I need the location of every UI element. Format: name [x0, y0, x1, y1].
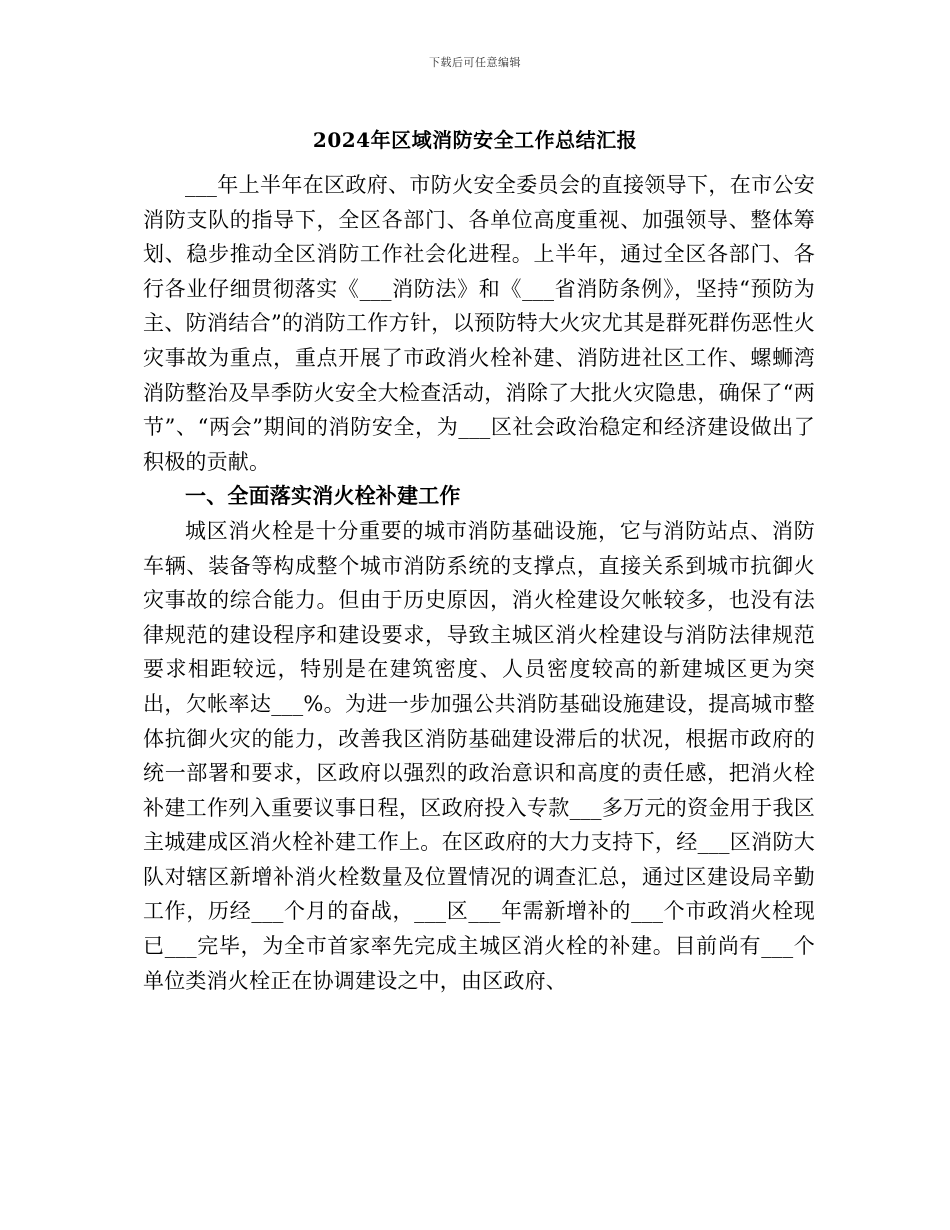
section-1-paragraph: 城区消火栓是十分重要的城市消防基础设施，它与消防站点、消防车辆、装备等构成整个城市消防系统的支撑点，直接关系到城市抗御火灾事故的综合能力。但由于历史原因，消火栓建设欠帐较多，也没有法律规范的建设程序和建设要求，导致主城区消火栓建设与消防法律规范要求相距较远，特别是在建筑密度、人员密度较高的新建城区更为突出，欠帐率达___%。为进一步加强公共消防基础设施建设，提高城市整体抗御火灾的能力，改善我区消防基础建设滞后的状况，根据市政府的统一部署和要求，区政府以强烈的政治意识和高度的责任感，把消火栓补建工作列入重要议事日程，区政府投入专款___多万元的资金用于我区主城建成区消火栓补建工作上。在区政府的大力支持下，经___区消防大队对辖区新增补消火栓数量及位置情况的调查汇总，通过区建设局辛勤工作，历经___个月的奋战，___区___年需新增补的___个市政消火栓现已___完毕，为全市首家率先完成主城区消火栓的补建。目前尚有___个单位类消火栓正在协调建设之中，由区政府、 [143, 518, 815, 993]
document-body [143, 168, 815, 998]
download-note: 下载后可任意编辑 [429, 56, 521, 69]
document-title: 2024年区域消防安全工作总结汇报 [312, 128, 638, 152]
intro-paragraph: ___年上半年在区政府、市防火安全委员会的直接领导下，在市公安消防支队的指导下，全区各部门、各单位高度重视、加强领导、整体筹划、稳步推动全区消防工作社会化进程。上半年，通过全区各部门、各行各业仔细贯彻落实《___消防法》和《___省消防条例》，坚持“预防为主、防消结合”的消防工作方针，以预防特大火灾尤其是群死群伤恶性火灾事故为重点，重点开展了市政消火栓补建、消防进社区工作、螺蛳湾消防整治及旱季防火安全大检查活动，消除了大批火灾隐患，确保了“两节”、“两会”期间的消防安全，为___区社会政治稳定和经济建设做出了积极的贡献。 [143, 173, 815, 474]
section-heading-1: 一、全面落实消火栓补建工作 [185, 483, 461, 509]
